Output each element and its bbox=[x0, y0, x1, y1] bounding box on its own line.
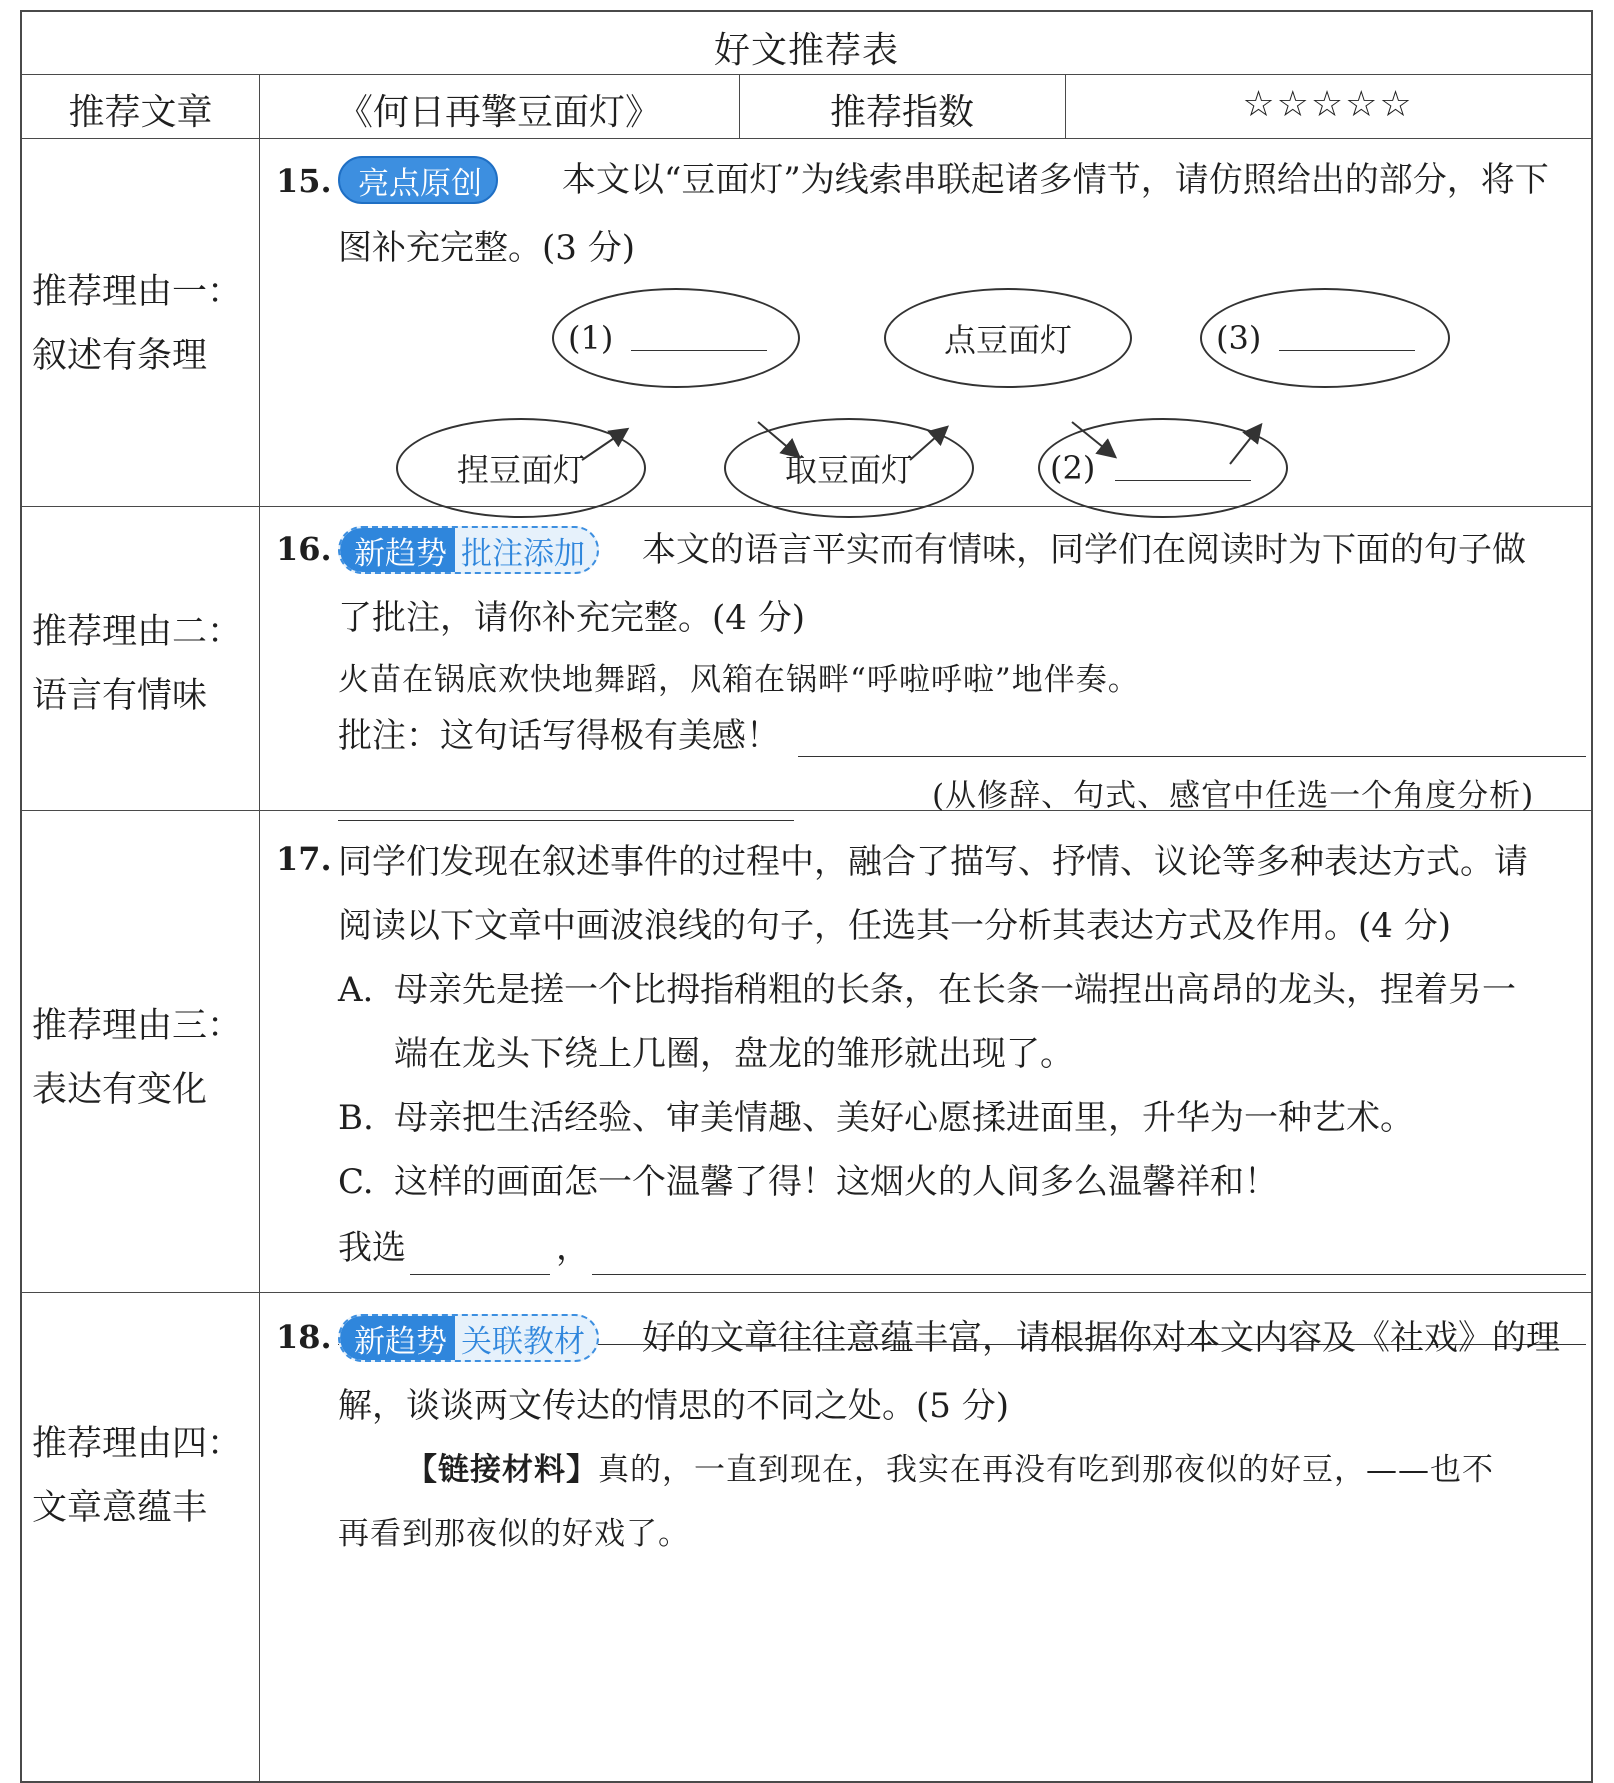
new-trend-annotation-badge bbox=[338, 526, 599, 574]
badge-trend-text: 新趋势 bbox=[340, 1316, 455, 1360]
question-17-number: 17. bbox=[276, 840, 332, 878]
reason-1-line2: 叙述有条理 bbox=[32, 336, 208, 376]
badge-text: 亮点原创 bbox=[358, 165, 482, 202]
question-18-line2: 解，谈谈两文传达的情思的不同之处。(5 分) bbox=[338, 1386, 1009, 1426]
node-4-label: 捏豆面灯 bbox=[456, 451, 585, 489]
link-material-label: 【链接材料】 bbox=[406, 1452, 598, 1488]
rating-stars: ☆☆☆☆☆ bbox=[1242, 84, 1414, 125]
reason-4-line2: 文章意蕴丰 bbox=[32, 1488, 208, 1528]
reason-2-line1: 推荐理由二： bbox=[32, 612, 243, 652]
arrow-take-to-light bbox=[910, 428, 946, 460]
row-divider bbox=[22, 1292, 1591, 1293]
reason-3 bbox=[32, 994, 257, 1122]
node-2-label: 点豆面灯 bbox=[943, 321, 1072, 359]
article-label: 推荐文章 bbox=[68, 92, 213, 133]
arrow-1-to-take bbox=[758, 422, 798, 456]
choose-label: 我选 bbox=[338, 1228, 406, 1268]
reason-3-line1: 推荐理由三： bbox=[32, 1006, 243, 1046]
badge-type-text: 关联教材 bbox=[461, 1323, 585, 1360]
question-16-line2: 了批注，请你补充完整。(4 分) bbox=[338, 598, 805, 638]
node-5-label: 取豆面灯 bbox=[784, 451, 913, 489]
recommendation-table bbox=[20, 10, 1593, 1783]
choose-comma: ， bbox=[556, 1228, 590, 1268]
badge-trend-text: 新趋势 bbox=[340, 528, 455, 572]
option-c-text: 这样的画面怎一个温馨了得！这烟火的人间多么温馨祥和！ bbox=[394, 1162, 1278, 1202]
question-17-line1: 同学们发现在叙述事件的过程中，融合了描写、抒情、议论等多种表达方式。请 bbox=[338, 842, 1528, 882]
link-material-text: 真的，一直到现在，我实在再没有吃到那夜似的好豆，——也不 bbox=[598, 1452, 1494, 1488]
analysis-blank-1[interactable] bbox=[592, 1274, 1586, 1275]
question-16-number: 16. bbox=[276, 530, 332, 568]
question-18-line1: 好的文章往往意蕴丰富，请根据你对本文内容及《社戏》的理 bbox=[642, 1318, 1560, 1358]
question-16-annotation: 批注：这句话写得极有美感！ bbox=[338, 716, 780, 756]
question-16-line1: 本文的语言平实而有情味，同学们在阅读时为下面的句子做 bbox=[642, 530, 1526, 570]
choice-blank[interactable] bbox=[410, 1274, 550, 1275]
arrow-light-to-2 bbox=[1072, 422, 1114, 456]
option-c-label: C. bbox=[338, 1162, 374, 1202]
option-a-line2: 端在龙头下绕上几圈，盘龙的雏形就出现了。 bbox=[394, 1034, 1074, 1074]
option-a-line1: 母亲先是搓一个比拇指稍粗的长条，在长条一端捏出高昂的龙头，捏着另一 bbox=[394, 970, 1516, 1010]
annotation-blank-2[interactable] bbox=[338, 820, 794, 821]
node-1-label: (1) bbox=[568, 319, 614, 357]
question-17-line2: 阅读以下文章中画波浪线的句子，任选其一分析其表达方式及作用。(4 分) bbox=[338, 906, 1451, 946]
annotation-blank-1[interactable] bbox=[798, 756, 1586, 757]
question-15-line2: 图补充完整。(3 分) bbox=[338, 228, 635, 268]
arrow-pinch-to-1 bbox=[582, 430, 626, 460]
question-16-hint: (从修辞、句式、感官中任选一个角度分析) bbox=[932, 778, 1535, 814]
reason-4 bbox=[32, 1412, 257, 1540]
question-15-number: 15. bbox=[276, 162, 332, 200]
article-title: 《何日再擎豆面灯》 bbox=[336, 92, 661, 133]
link-material-line1 bbox=[406, 1438, 1494, 1502]
option-b-label: B. bbox=[338, 1098, 374, 1138]
reason-1-line1: 推荐理由一： bbox=[32, 272, 243, 312]
option-b-text: 母亲把生活经验、审美情趣、美好心愿揉进面里，升华为一种艺术。 bbox=[394, 1098, 1414, 1138]
table-title: 好文推荐表 bbox=[713, 30, 899, 71]
question-16-sentence: 火苗在锅底欢快地舞蹈，风箱在锅畔“呼啦呼啦”地伴奏。 bbox=[338, 662, 1140, 698]
rating-label: 推荐指数 bbox=[829, 92, 974, 133]
link-material-line2: 再看到那夜似的好戏了。 bbox=[338, 1516, 690, 1552]
node-3-label: (3) bbox=[1216, 319, 1262, 357]
reason-2 bbox=[32, 600, 257, 728]
arrow-2-to-3 bbox=[1230, 426, 1260, 464]
new-trend-textbook-badge bbox=[338, 1314, 599, 1362]
reason-4-line1: 推荐理由四： bbox=[32, 1424, 243, 1464]
node-6-label: (2) bbox=[1050, 449, 1096, 487]
question-18-number: 18. bbox=[276, 1318, 332, 1356]
option-a-label: A. bbox=[338, 970, 374, 1010]
question-15-line1: 本文以“豆面灯”为线索串联起诸多情节，请仿照给出的部分，将下 bbox=[562, 160, 1549, 200]
reason-3-line2: 表达有变化 bbox=[32, 1070, 208, 1110]
reason-2-line2: 语言有情味 bbox=[32, 676, 208, 716]
badge-type-text: 批注添加 bbox=[461, 535, 585, 572]
